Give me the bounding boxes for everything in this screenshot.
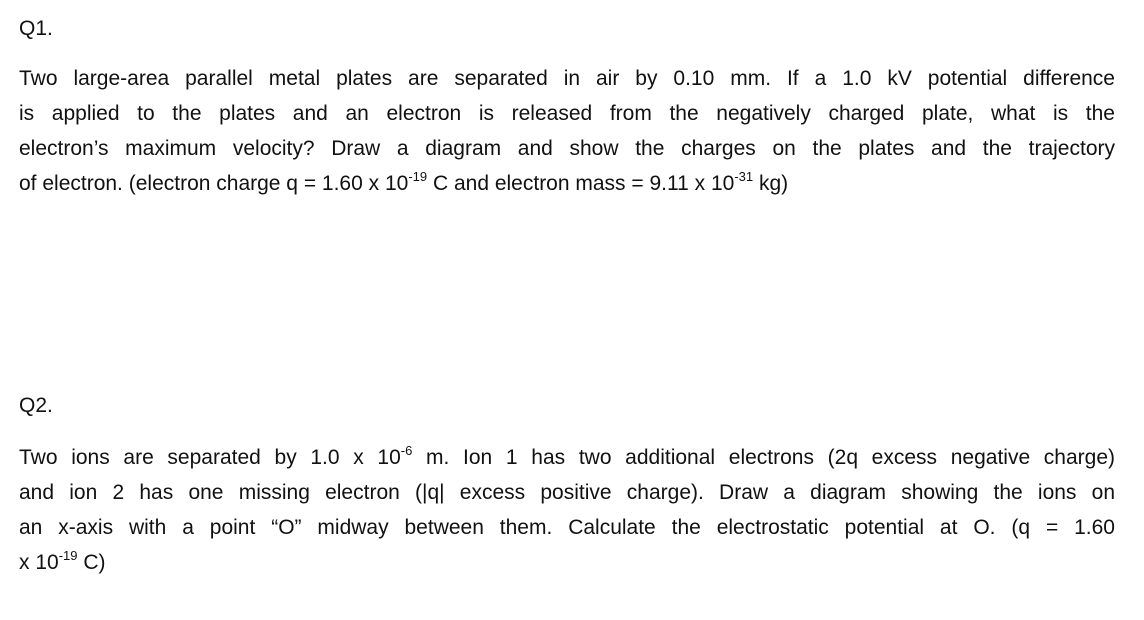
question-2-line-4	[19, 545, 1115, 580]
question-2-text	[19, 440, 1115, 580]
question-1-text	[19, 61, 1115, 201]
question-1-line-3: electron’s maximum velocity? Draw a diagram and show the charges on the plates and the trajectory	[19, 137, 1115, 160]
q1-line4-text-b: C and electron mass = 9.11 x 10	[427, 172, 735, 195]
q2-exponent-charge: -19	[58, 548, 78, 563]
question-1-label: Q1.	[19, 17, 53, 40]
q1-exponent-charge: -19	[408, 169, 428, 184]
q2-exponent-distance: -6	[400, 443, 413, 458]
question-1-line-1: Two large-area parallel metal plates are separated in air by 0.10 mm. If a 1.0 kV potential difference	[19, 67, 1115, 90]
question-1-line-4	[19, 166, 1115, 201]
q2-line4-text-b: C)	[77, 551, 106, 574]
question-2-line-1	[19, 440, 1115, 475]
q2-line1-text-b: m. Ion 1 has two additional electrons (2q excess negative charge)	[412, 446, 1116, 469]
q1-line4-text-c: kg)	[753, 172, 789, 195]
q2-line4-text-a: x 10	[19, 551, 59, 574]
q2-line1-text-a: Two ions are separated by 1.0 x 10	[19, 446, 401, 469]
question-2-line-3: an x-axis with a point “O” midway between them. Calculate the electrostatic potential at O. (q = 1.60	[19, 516, 1115, 539]
question-2-line-2: and ion 2 has one missing electron (|q| excess positive charge). Draw a diagram showing the ions on	[19, 481, 1115, 504]
q1-line4-text-a: of electron. (electron charge q = 1.60 x 10	[19, 172, 409, 195]
question-2-label: Q2.	[19, 394, 53, 417]
q1-exponent-mass: -31	[734, 169, 754, 184]
question-1-line-2: is applied to the plates and an electron is released from the negatively charged plate, what is the	[19, 102, 1115, 125]
